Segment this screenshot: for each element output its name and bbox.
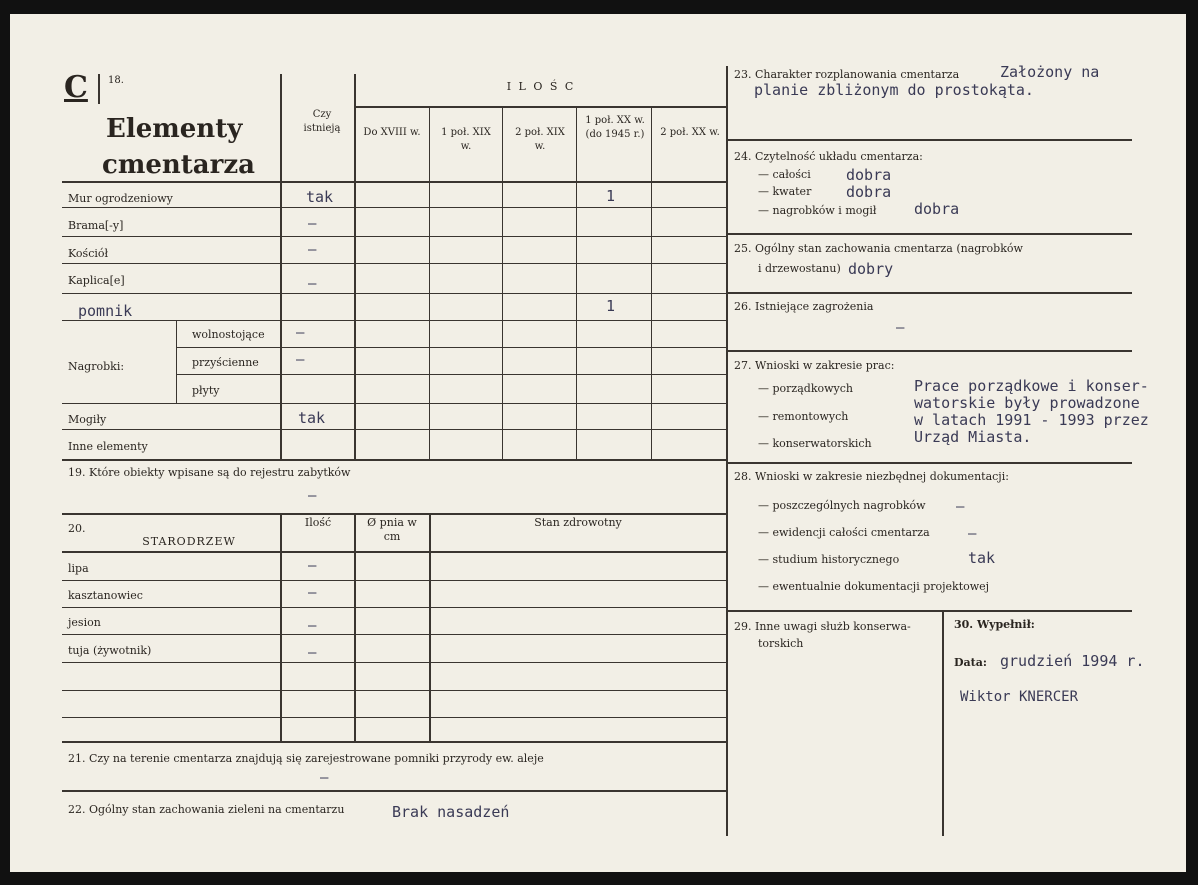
q30-date: grudzień 1994 r. (1000, 652, 1145, 670)
graves-exists-wolno: – (296, 325, 305, 341)
row-line-1 (62, 236, 726, 237)
tree-label-kasztan: kasztanowiec (68, 589, 143, 602)
tree-line-0 (62, 580, 726, 581)
q24-answer-1: dobra (846, 183, 892, 201)
q21-text: 21. Czy na terenie cmentarza znajdują się zarejestrowane pomniki przyrody ew. aleje (68, 752, 544, 765)
q24-bottom-line (726, 233, 1132, 235)
q28-bottom-line (726, 610, 1132, 612)
col-header-ilosc: I L O Ś C (506, 80, 576, 93)
q20-vline-3 (429, 513, 431, 741)
q28-answer-1: – (968, 526, 977, 542)
q20-header-line (62, 551, 726, 553)
q23-bottom-line (726, 139, 1132, 141)
q27-answer-2: w latach 1991 - 1993 przez (914, 411, 1149, 429)
q25-text-1: 25. Ogólny stan zachowania cmentarza (nagrobków (734, 242, 1023, 255)
graves-label: Nagrobki: (68, 360, 125, 373)
q27-text: 27. Wnioski w zakresie prac: (734, 359, 895, 372)
tree-count-kasztan: – (308, 585, 317, 601)
q19-bottom-line (62, 513, 726, 515)
q20-title: STARODRZEW (142, 535, 236, 548)
q26-bottom-line (726, 350, 1132, 352)
q23-answer-2: planie zbliżonym do prostokąta. (754, 81, 1034, 99)
q30-date-label: Data: (954, 656, 987, 669)
row-label-kaplica: Kaplica[e] (68, 274, 125, 287)
vline-p1 (429, 106, 430, 460)
period-3: 1 poł. XX w. (do 1945 r.) (585, 115, 645, 140)
row-exists-kosciol: – (308, 242, 317, 258)
period-2: 2 poł. XIX w. (515, 127, 565, 152)
q28-item-2: — studium historycznego (758, 553, 900, 566)
q20-col-health: Stan zdrowotny (534, 516, 622, 529)
q28-item-0: — poszczególnych nagrobków (758, 499, 926, 512)
section-number: 18. (108, 75, 124, 86)
q29-text-2: torskich (758, 637, 804, 650)
row-label-pomnik: pomnik (78, 302, 133, 320)
tree-line-5 (62, 717, 726, 718)
q26-text: 26. Istniejące zagrożenia (734, 300, 874, 313)
q29-text-1: 29. Inne uwagi służb konserwa- (734, 620, 911, 633)
row-label-inne: Inne elementy (68, 440, 148, 453)
q28-text: 28. Wnioski w zakresie niezbędnej dokumentacji: (734, 470, 1009, 483)
q27-item-0: — porządkowych (758, 382, 853, 395)
row-exists-brama: – (308, 216, 317, 232)
tree-label-tuja: tuja (żywotnik) (68, 644, 152, 657)
q19-text: 19. Które obiekty wpisane są do rejestru zabytków (68, 466, 351, 479)
row-line-7 (62, 403, 726, 404)
row-exists-kaplica: – (308, 276, 317, 292)
q20-bottom-line (62, 741, 726, 743)
q29-q30-divider (942, 610, 944, 836)
q22-text: 22. Ogólny stan zachowania zieleni na cmentarzu (68, 803, 345, 816)
q20-col-count: Ilość (304, 516, 332, 529)
q24-item-0: — całości (758, 168, 811, 181)
q20-number: 20. (68, 522, 86, 535)
period-0: Do XVIII w. (363, 127, 421, 138)
row-exists-mogily: tak (298, 409, 326, 427)
q19-answer: – (308, 488, 317, 504)
graves-label-plyty: płyty (192, 384, 220, 397)
q27-answer-0: Prace porządkowe i konser- (914, 377, 1149, 395)
tree-line-4 (62, 690, 726, 691)
q20-vline-1 (280, 513, 282, 741)
title-line2: cmentarza (102, 150, 255, 180)
q24-text: 24. Czytelność układu cmentarza: (734, 150, 923, 163)
row-line-4 (62, 320, 726, 321)
tree-count-lipa: – (308, 558, 317, 574)
q21-bottom-line (62, 790, 726, 792)
row-line-5 (176, 347, 726, 348)
tree-line-1 (62, 607, 726, 608)
tree-line-2 (62, 634, 726, 635)
row-line-3 (62, 293, 726, 294)
q25-answer: dobry (848, 260, 894, 278)
q28-item-1: — ewidencji całości cmentarza (758, 526, 930, 539)
q28-answer-0: – (956, 499, 965, 515)
row-label-brama: Brama[-y] (68, 219, 124, 232)
row-label-mur: Mur ogrodzeniowy (68, 192, 173, 205)
tree-label-lipa: lipa (68, 562, 89, 575)
row-label-kosciol: Kościół (68, 247, 109, 260)
col-header-exists: Czy istnieją (303, 109, 341, 134)
q27-answer-1: watorskie były prowadzone (914, 394, 1140, 412)
q27-item-2: — konserwatorskich (758, 437, 872, 450)
q20-col-diam: Ø pnia w cm (367, 516, 417, 543)
q22-answer: Brak nasadzeń (392, 803, 510, 821)
section-letter: C (64, 70, 88, 105)
header-bottom-line (62, 181, 726, 183)
row-line-6 (176, 374, 726, 375)
row-line-0 (62, 207, 726, 208)
q20-vline-2 (354, 513, 356, 741)
row-line-2 (62, 263, 726, 264)
q27-answer-3: Urząd Miasta. (914, 428, 1032, 446)
vline-p2 (502, 106, 503, 460)
q23-text: 23. Charakter rozplanowania cmentarza (734, 68, 960, 81)
q27-bottom-line (726, 462, 1132, 464)
q28-answer-2: tak (968, 549, 996, 567)
q24-item-1: — kwater (758, 185, 812, 198)
q25-bottom-line (726, 292, 1132, 294)
title-line1: Elementy (106, 114, 243, 144)
q24-answer-0: dobra (846, 166, 892, 184)
row-count-pomnik: 1 (606, 297, 616, 315)
tree-line-3 (62, 662, 726, 663)
center-divider (726, 66, 728, 836)
q28-item-3: — ewentualnie dokumentacji projektowej (758, 580, 990, 593)
q24-answer-2: dobra (914, 200, 960, 218)
q21-answer: – (320, 770, 329, 786)
q30-name: Wiktor KNERCER (960, 689, 1079, 705)
tree-label-jesion: jesion (68, 616, 101, 629)
q26-answer: – (896, 320, 905, 336)
q25-text-2: i drzewostanu) (758, 262, 841, 275)
vline-p3 (576, 106, 577, 460)
tree-count-tuja: – (308, 645, 317, 661)
graves-label-wolno: wolnostojące (192, 328, 265, 341)
q30-text: 30. Wypełnił: (954, 618, 1035, 631)
period-1: 1 poł. XIX w. (441, 127, 491, 152)
q24-item-2: — nagrobków i mogił (758, 204, 877, 217)
graves-label-przysc: przyścienne (192, 356, 259, 369)
ilosc-underline (356, 106, 726, 108)
row-exists-mur: tak (306, 188, 334, 206)
section-letter-bar (98, 74, 100, 104)
period-4: 2 poł. XX w. (660, 127, 720, 138)
row-line-9 (62, 459, 726, 461)
row-label-mogily: Mogiły (68, 413, 107, 426)
row-line-8 (62, 429, 726, 430)
q27-item-1: — remontowych (758, 410, 849, 423)
row-count-mur: 1 (606, 187, 616, 205)
vline-p4 (651, 106, 652, 460)
inventory-card (10, 14, 1186, 872)
graves-exists-przysc: – (296, 352, 305, 368)
tree-count-jesion: – (308, 618, 317, 634)
q23-answer-1: Założony na (1000, 63, 1100, 81)
vline-graves (176, 320, 177, 404)
